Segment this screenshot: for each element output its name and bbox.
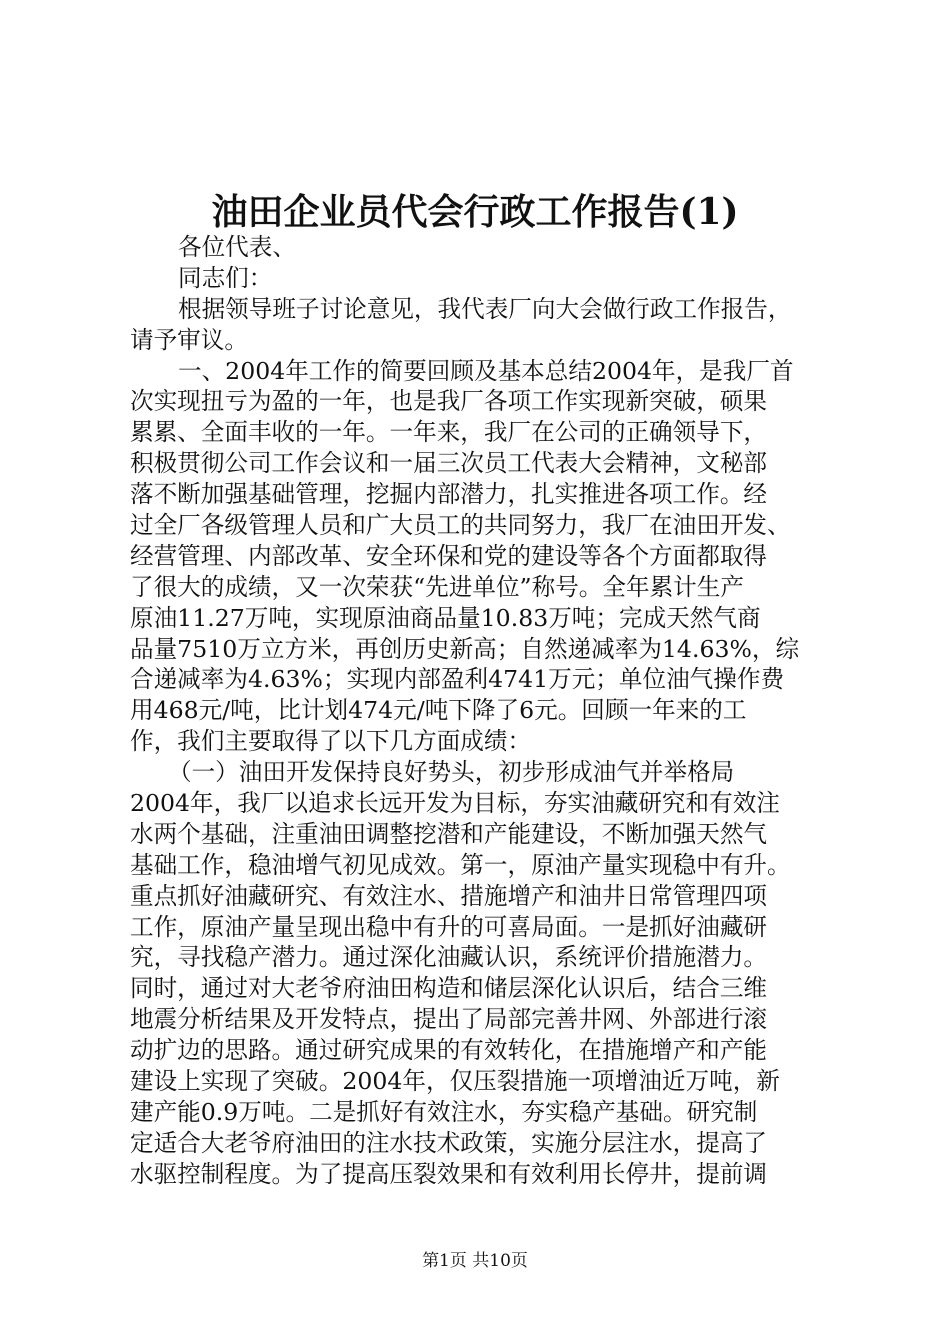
document-title: 油田企业员代会行政工作报告(1) xyxy=(211,191,739,233)
text-line: 经营管理、内部改革、安全环保和党的建设等各个方面都取得 xyxy=(130,541,768,570)
page-number-footer: 第1页 共10页 xyxy=(422,1251,528,1271)
section-heading: （一）油田开发保持良好势头，初步形成油气并举格局 xyxy=(168,758,735,787)
text-line: 地震分析结果及开发特点，提出了局部完善井网、外部进行滚 xyxy=(130,1005,768,1034)
text-line: 合递减率为4.63%；实现内部盈利4741万元；单位油气操作费 xyxy=(130,665,785,694)
text-line: 水两个基础，注重油田调整挖潜和产能建设，不断加强天然气 xyxy=(130,819,768,848)
text-line: 定适合大老爷府油田的注水技术政策，实施分层注水，提高了 xyxy=(130,1128,768,1157)
text-line: 次实现扭亏为盈的一年，也是我厂各项工作实现新突破，硕果 xyxy=(130,387,768,416)
text-line: 累累、全面丰收的一年。一年来，我厂在公司的正确领导下， xyxy=(130,418,768,447)
text-line: 究，寻找稳产潜力。通过深化油藏认识，系统评价措施潜力。 xyxy=(130,943,768,972)
text-line: 一、2004年工作的简要回顾及基本总结2004年，是我厂首 xyxy=(178,356,794,385)
text-line: 同时，通过对大老爷府油田构造和储层深化认识后，结合三维 xyxy=(130,974,768,1003)
text-line: 动扩边的思路。通过研究成果的有效转化，在措施增产和产能 xyxy=(130,1036,768,1065)
text-line: 2004年，我厂以追求长远开发为目标，夯实油藏研究和有效注 xyxy=(130,789,780,818)
text-line: 根据领导班子讨论意见，我代表厂向大会做行政工作报告， xyxy=(178,294,792,323)
text-line: 各位代表、 xyxy=(178,233,296,261)
text-line: 落不断加强基础管理，挖掘内部潜力，扎实推进各项工作。经 xyxy=(130,480,768,509)
text-line: 用468元/吨，比计划474元/吨下降了6元。回顾一年来的工 xyxy=(130,696,747,725)
text-line: 原油11.27万吨，实现原油商品量10.83万吨；完成天然气商 xyxy=(130,603,761,632)
document-body xyxy=(130,232,830,1190)
text-line: 基础工作，稳油增气初见成效。第一，原油产量实现稳中有升。 xyxy=(130,850,791,879)
text-line: 过全厂各级管理人员和广大员工的共同努力，我厂在油田开发、 xyxy=(130,511,791,540)
text-line: 水驱控制程度。为了提高压裂效果和有效利用长停井，提前调 xyxy=(130,1159,768,1188)
text-line: 同志们： xyxy=(178,263,273,292)
text-line: 作，我们主要取得了以下几方面成绩： xyxy=(130,727,532,756)
text-line: 工作，原油产量呈现出稳中有升的可喜局面。一是抓好油藏研 xyxy=(130,912,768,941)
text-line: 请予审议。 xyxy=(130,325,248,354)
text-line: 建设上实现了突破。2004年，仅压裂措施一项增油近万吨，新 xyxy=(130,1067,780,1096)
text-line: 品量7510万立方米，再创历史新高；自然递减率为14.63%，综 xyxy=(130,634,800,663)
text-line: 了很大的成绩，又一次荣获“先进单位”称号。全年累计生产 xyxy=(130,572,744,601)
text-line: 重点抓好油藏研究、有效注水、措施增产和油井日常管理四项 xyxy=(130,881,768,910)
text-line: 积极贯彻公司工作会议和一届三次员工代表大会精神，文秘部 xyxy=(130,449,768,478)
text-line: 建产能0.9万吨。二是抓好有效注水，夯实稳产基础。研究制 xyxy=(130,1097,758,1126)
